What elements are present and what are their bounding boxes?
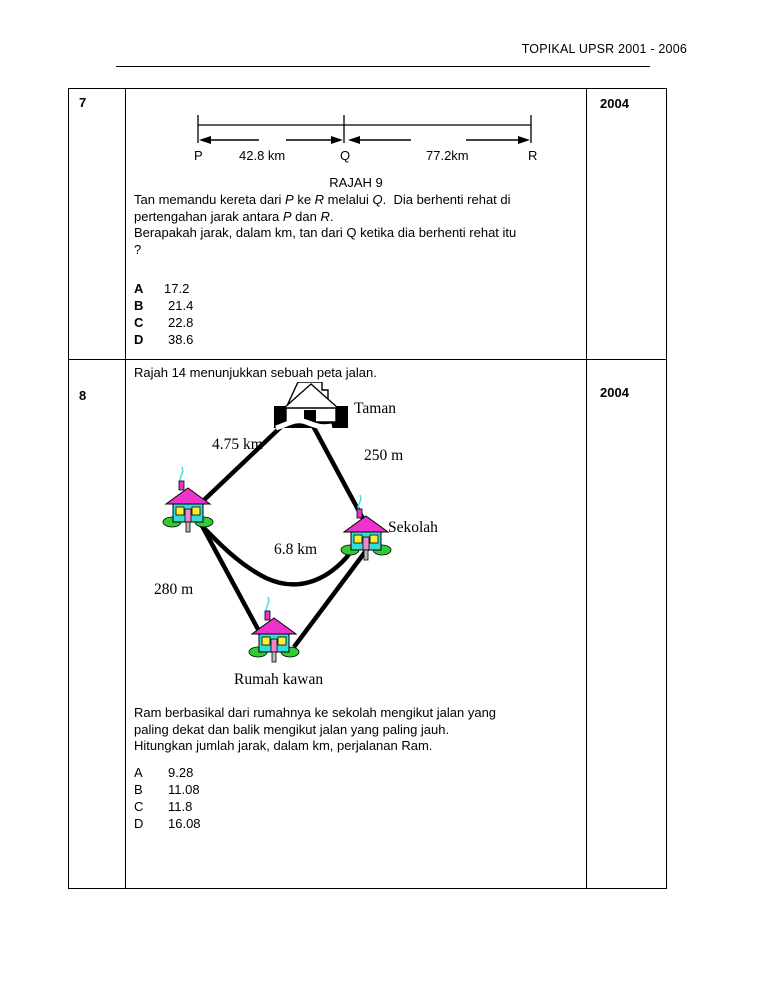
question-body-cell [126,360,587,889]
question-line: Hitungkan jumlah jarak, dalam km, perjalanan Ram. [134,738,433,753]
answer-option-b[interactable] [134,782,201,799]
question-year: 2004 [600,96,629,111]
road-map-diagram [146,382,586,697]
page-header [0,0,765,70]
option-letter: C [134,799,144,814]
map-distance-rumah-sekolah: 6.8 km [274,541,318,558]
option-value: 11.08 [168,782,200,797]
question-line: Rajah 14 menunjukkan sebuah peta jalan. [134,365,377,380]
answer-option-c[interactable] [134,315,193,332]
option-value: 38.6 [168,332,194,347]
questions-table [68,88,667,889]
option-letter: B [134,782,143,797]
option-letter: C [134,315,144,330]
question-text-7 [134,192,582,258]
answer-options-7 [134,281,193,349]
header-divider-rule [116,66,650,67]
road-map-svg [146,382,586,697]
option-value: 16.08 [168,816,201,831]
map-distance-taman-rumah: 4.75 km [212,436,263,453]
option-letter: B [134,298,144,313]
question-number-cell [69,89,126,360]
map-label-rumah-kawan: Rumah kawan [234,671,324,688]
answer-option-a[interactable] [134,765,201,782]
map-label-sekolah: Sekolah [388,519,438,536]
question-line: Berapakah jarak, dalam km, tan dari Q ketika dia berhenti rehat itu [134,225,517,240]
option-letter: A [134,281,144,296]
question-year: 2004 [600,385,629,400]
option-letter: D [134,816,144,831]
map-label-taman: Taman [354,400,396,417]
question-line: Ram berbasikal dari rumahnya ke sekolah mengikut jalan yang [134,705,497,720]
number-line-diagram [126,107,586,169]
taman-building-icon [274,382,348,428]
question-number: 8 [79,388,87,403]
map-distance-rumah-kawan: 280 m [154,581,194,598]
house-icon-sekolah [341,495,391,560]
question-number: 7 [79,95,87,110]
option-value: 21.4 [168,298,194,313]
question-line: ? [134,241,142,257]
answer-option-b[interactable] [134,298,193,315]
answer-option-d[interactable] [134,332,193,349]
numline-point-q: Q [340,148,351,163]
table-row [69,89,667,360]
map-distance-taman-sekolah: 250 m [364,447,404,464]
answer-options-8 [134,765,201,833]
question-body-cell [126,89,587,360]
option-letter: D [134,332,144,347]
question-number-cell [69,360,126,889]
number-line-svg [126,107,586,169]
option-value: 22.8 [168,315,194,330]
question-line: paling dekat dan balik mengikut jalan yang paling jauh. [134,721,450,737]
answer-option-c[interactable] [134,799,201,816]
numline-segment-label-pq: 42.8 km [239,148,286,163]
numline-segment-label-qr: 77.2km [426,148,469,163]
option-value: 17.2 [164,281,190,296]
question-line: Tan memandu kereta dari P ke R melalui Q. Dia berhenti rehat di [134,192,511,207]
answer-option-d[interactable] [134,816,201,833]
answer-option-a[interactable] [134,281,193,298]
question-line: pertengahan jarak antara P dan R. [134,208,334,224]
option-value: 11.8 [168,799,193,814]
figure-caption-rajah-9: RAJAH 9 [329,175,383,190]
question-year-cell [587,360,667,889]
option-letter: A [134,765,143,780]
table-row [69,360,667,889]
question-year-cell [587,89,667,360]
question-text-8 [134,705,582,755]
question-intro-8 [134,365,582,382]
numline-point-p: P [194,148,203,163]
numline-point-r: R [528,148,538,163]
option-value: 9.28 [168,765,194,780]
document-header-title: TOPIKAL UPSR 2001 - 2006 [521,42,687,56]
